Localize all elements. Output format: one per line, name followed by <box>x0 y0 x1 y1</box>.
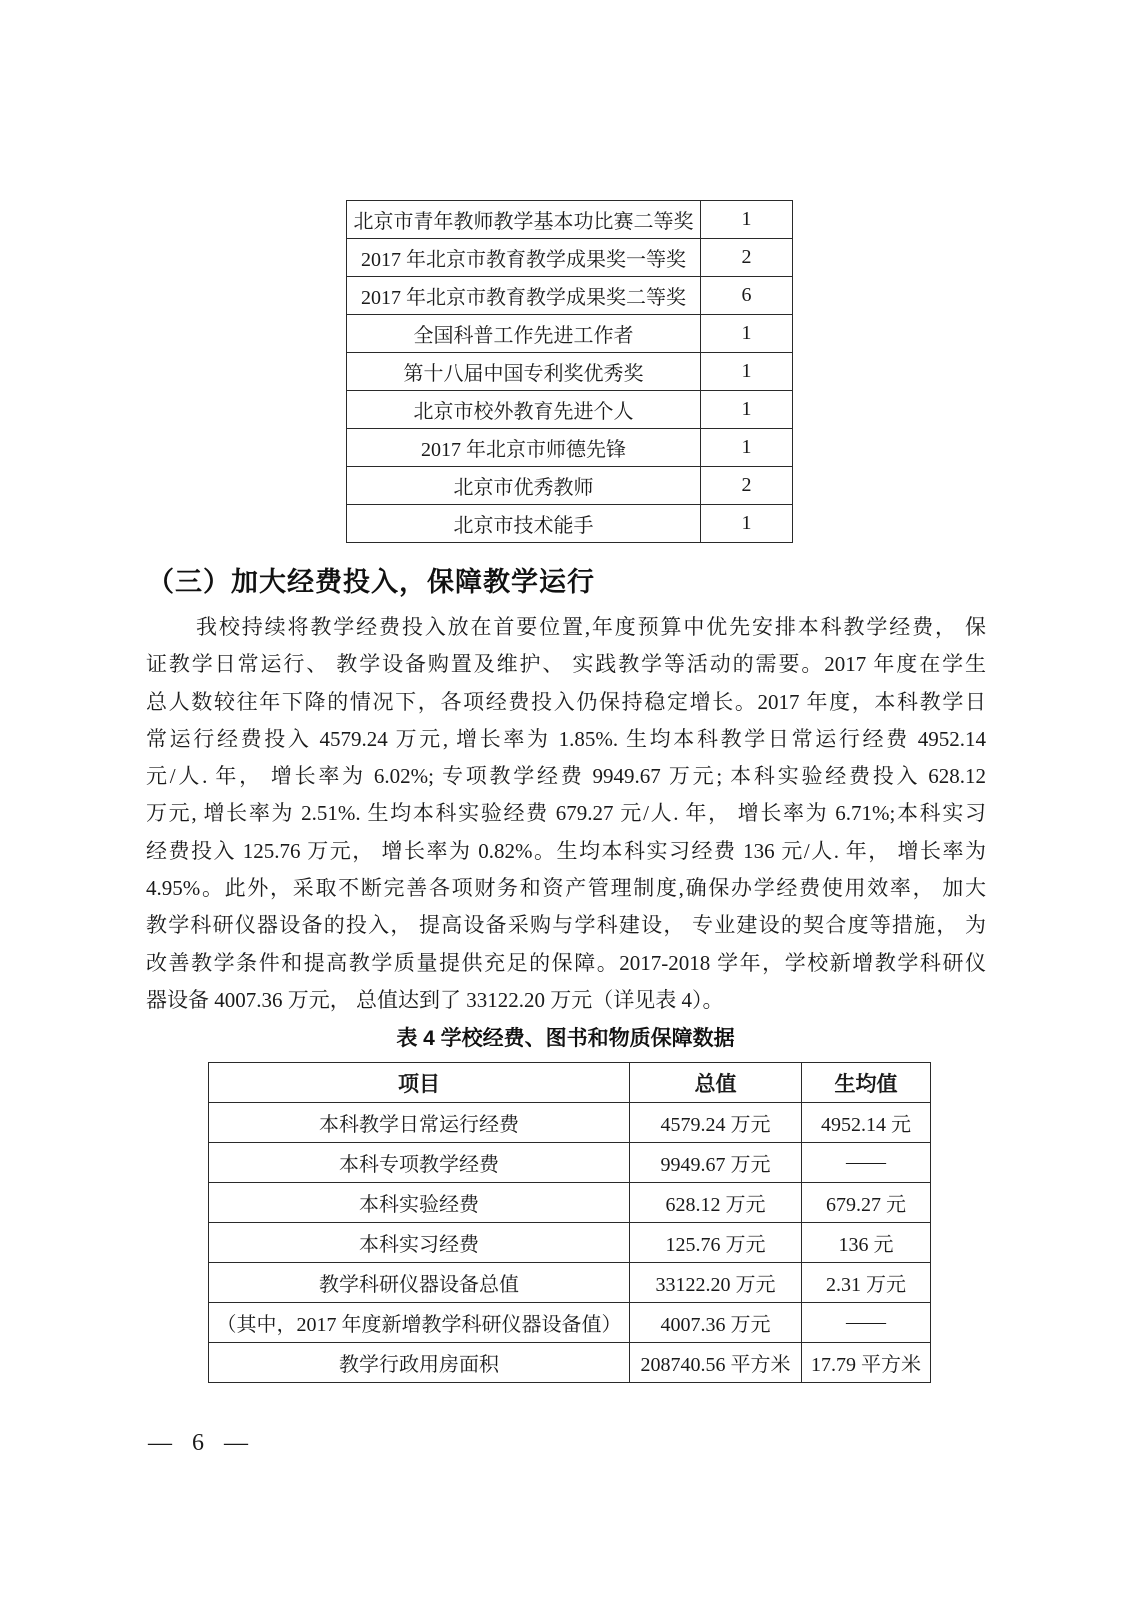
paragraph-line: 改善教学条件和提高教学质量提供充足的保障。2017-2018 学年，学校新增教学科研仪 <box>146 950 986 975</box>
funding-header-row <box>209 1063 931 1103</box>
award-count-cell: 1 <box>701 505 793 543</box>
paragraph-line: 经费投入 125.76 万元， 增长率为 0.82%。生均本科实习经费 136 元/人. 年， 增长率为 <box>146 838 986 863</box>
paragraph-line: 万元, 增长率为 2.51%. 生均本科实验经费 679.27 元/人. 年， 增长率为 6.71%;本科实习 <box>146 801 986 826</box>
funding-table-caption: 表 4 学校经费、图书和物质保障数据 <box>396 1027 735 1050</box>
award-name-cell: 北京市技术能手 <box>347 505 701 543</box>
funding-per-student-cell: —— <box>802 1143 931 1183</box>
award-row <box>347 467 793 505</box>
award-name-cell: 北京市优秀教师 <box>347 467 701 505</box>
funding-total-cell: 208740.56 平方米 <box>630 1343 802 1383</box>
funding-total-cell: 9949.67 万元 <box>630 1143 802 1183</box>
award-row <box>347 315 793 353</box>
funding-header-per-student: 生均值 <box>802 1063 931 1103</box>
funding-row <box>209 1183 931 1223</box>
funding-item-cell: 本科实验经费 <box>209 1183 630 1223</box>
paragraph-line: 4.95%。此外，采取不断完善各项财务和资产管理制度,确保办学经费使用效率， 加大 <box>146 876 986 901</box>
funding-per-student-cell: —— <box>802 1303 931 1343</box>
section-heading: （三）加大经费投入，保障教学运行 <box>147 567 595 597</box>
funding-total-cell: 125.76 万元 <box>630 1223 802 1263</box>
paragraph-line: 总人数较往年下降的情况下，各项经费投入仍保持稳定增长。2017 年度，本科教学日 <box>146 689 986 714</box>
funding-row <box>209 1263 931 1303</box>
award-name-cell: 北京市青年教师教学基本功比赛二等奖 <box>347 201 701 239</box>
funding-row <box>209 1223 931 1263</box>
page-number: — 6 — <box>148 1430 255 1456</box>
award-row <box>347 429 793 467</box>
award-row <box>347 201 793 239</box>
award-row <box>347 505 793 543</box>
funding-row <box>209 1303 931 1343</box>
award-name-cell: 第十八届中国专利奖优秀奖 <box>347 353 701 391</box>
award-count-cell: 1 <box>701 429 793 467</box>
funding-item-cell: 教学行政用房面积 <box>209 1343 630 1383</box>
funding-per-student-cell: 136 元 <box>802 1223 931 1263</box>
award-count-cell: 6 <box>701 277 793 315</box>
funding-total-cell: 33122.20 万元 <box>630 1263 802 1303</box>
paragraph-line: 证教学日常运行、 教学设备购置及维护、 实践教学等活动的需要。2017 年度在学生 <box>146 652 986 677</box>
award-count-cell: 1 <box>701 315 793 353</box>
funding-row <box>209 1143 931 1183</box>
paragraph-line: 我校持续将教学经费投入放在首要位置,年度预算中优先安排本科教学经费， 保 <box>196 615 986 639</box>
award-name-cell: 2017 年北京市教育教学成果奖一等奖 <box>347 239 701 277</box>
award-row <box>347 353 793 391</box>
award-count-cell: 1 <box>701 391 793 429</box>
awards-table-body <box>347 201 793 543</box>
paragraph-line: 教学科研仪器设备的投入， 提高设备采购与学科建设， 专业建设的契合度等措施， 为 <box>146 913 986 938</box>
award-row <box>347 277 793 315</box>
award-name-cell: 2017 年北京市师德先锋 <box>347 429 701 467</box>
funding-table-head <box>209 1063 931 1103</box>
funding-header-item: 项目 <box>209 1063 630 1103</box>
body-paragraph <box>146 609 986 1019</box>
funding-per-student-cell: 2.31 万元 <box>802 1263 931 1303</box>
funding-item-cell: 本科实习经费 <box>209 1223 630 1263</box>
award-count-cell: 2 <box>701 239 793 277</box>
funding-item-cell: 本科教学日常运行经费 <box>209 1103 630 1143</box>
funding-per-student-cell: 17.79 平方米 <box>802 1343 931 1383</box>
paragraph-line: 器设备 4007.36 万元， 总值达到了 33122.20 万元（详见表 4）。 <box>146 987 724 1012</box>
award-row <box>347 391 793 429</box>
funding-per-student-cell: 679.27 元 <box>802 1183 931 1223</box>
award-count-cell: 2 <box>701 467 793 505</box>
funding-table <box>208 1062 931 1383</box>
paragraph-line: 元/人. 年， 增长率为 6.02%; 专项教学经费 9949.67 万元; 本科实验经费投入 628.12 <box>146 764 986 789</box>
award-name-cell: 全国科普工作先进工作者 <box>347 315 701 353</box>
funding-total-cell: 4579.24 万元 <box>630 1103 802 1143</box>
funding-total-cell: 628.12 万元 <box>630 1183 802 1223</box>
funding-per-student-cell: 4952.14 元 <box>802 1103 931 1143</box>
paragraph-line: 常运行经费投入 4579.24 万元, 增长率为 1.85%. 生均本科教学日常运行经费 4952.14 <box>146 726 986 751</box>
funding-total-cell: 4007.36 万元 <box>630 1303 802 1343</box>
award-row <box>347 239 793 277</box>
funding-item-cell: 本科专项教学经费 <box>209 1143 630 1183</box>
funding-item-cell: （其中，2017 年度新增教学科研仪器设备值） <box>209 1303 630 1343</box>
award-count-cell: 1 <box>701 353 793 391</box>
funding-header-total: 总值 <box>630 1063 802 1103</box>
award-count-cell: 1 <box>701 201 793 239</box>
awards-table <box>346 200 793 543</box>
funding-row <box>209 1343 931 1383</box>
award-name-cell: 北京市校外教育先进个人 <box>347 391 701 429</box>
funding-row <box>209 1103 931 1143</box>
funding-item-cell: 教学科研仪器设备总值 <box>209 1263 630 1303</box>
funding-table-body <box>209 1103 931 1383</box>
award-name-cell: 2017 年北京市教育教学成果奖二等奖 <box>347 277 701 315</box>
